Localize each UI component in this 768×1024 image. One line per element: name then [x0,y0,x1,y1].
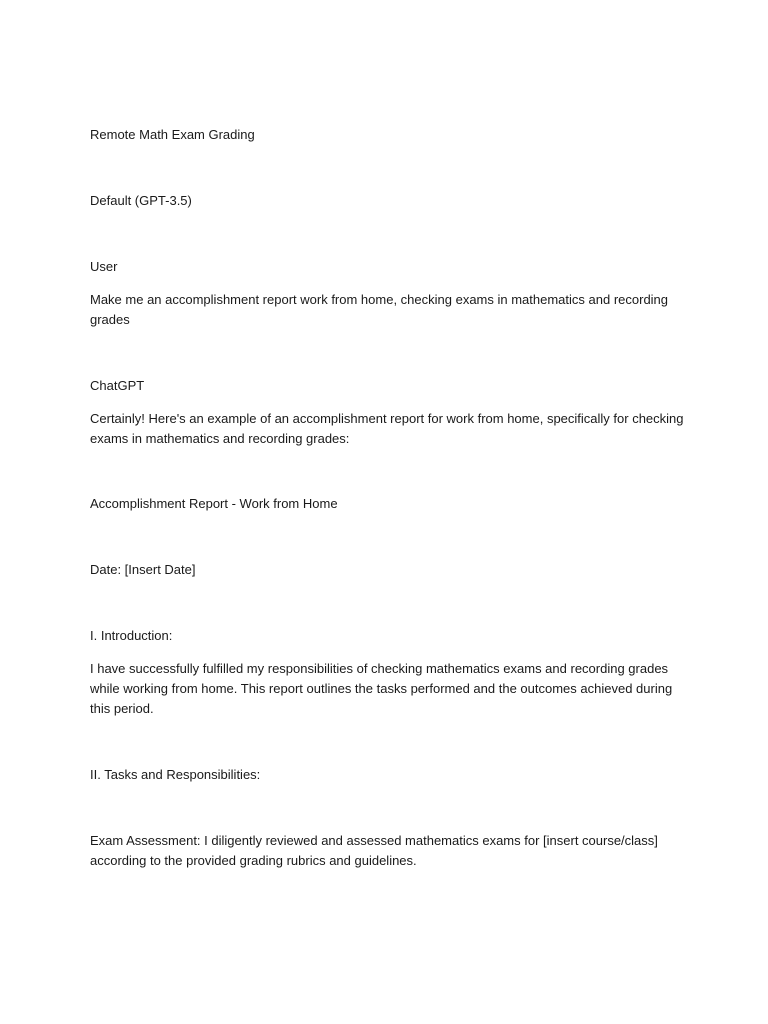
introduction-heading: I. Introduction: [90,628,173,643]
assistant-label: ChatGPT [90,378,145,393]
date-line: Date: [Insert Date] [90,562,196,577]
user-label: User [90,259,118,274]
user-prompt: Make me an accomplishment report work from home, checking exams in mathematics and recording grades [90,292,669,327]
exam-assessment-paragraph: Exam Assessment: I diligently reviewed and assessed mathematics exams for [insert course/class] according to the provided grading rubrics and guidelines. [90,833,658,868]
assistant-intro: Certainly! Here's an example of an accomplishment report for work from home, specifically for checking exams in mathematics and recording grades: [90,411,684,446]
model-label: Default (GPT-3.5) [90,193,192,208]
report-heading: Accomplishment Report - Work from Home [90,496,338,511]
tasks-heading: II. Tasks and Responsibilities: [90,767,261,782]
document-title: Remote Math Exam Grading [90,127,255,142]
introduction-paragraph: I have successfully fulfilled my responsibilities of checking mathematics exams and recording grades while working from home. This report outlines the tasks performed and the outcomes achieved during this period. [90,661,673,716]
